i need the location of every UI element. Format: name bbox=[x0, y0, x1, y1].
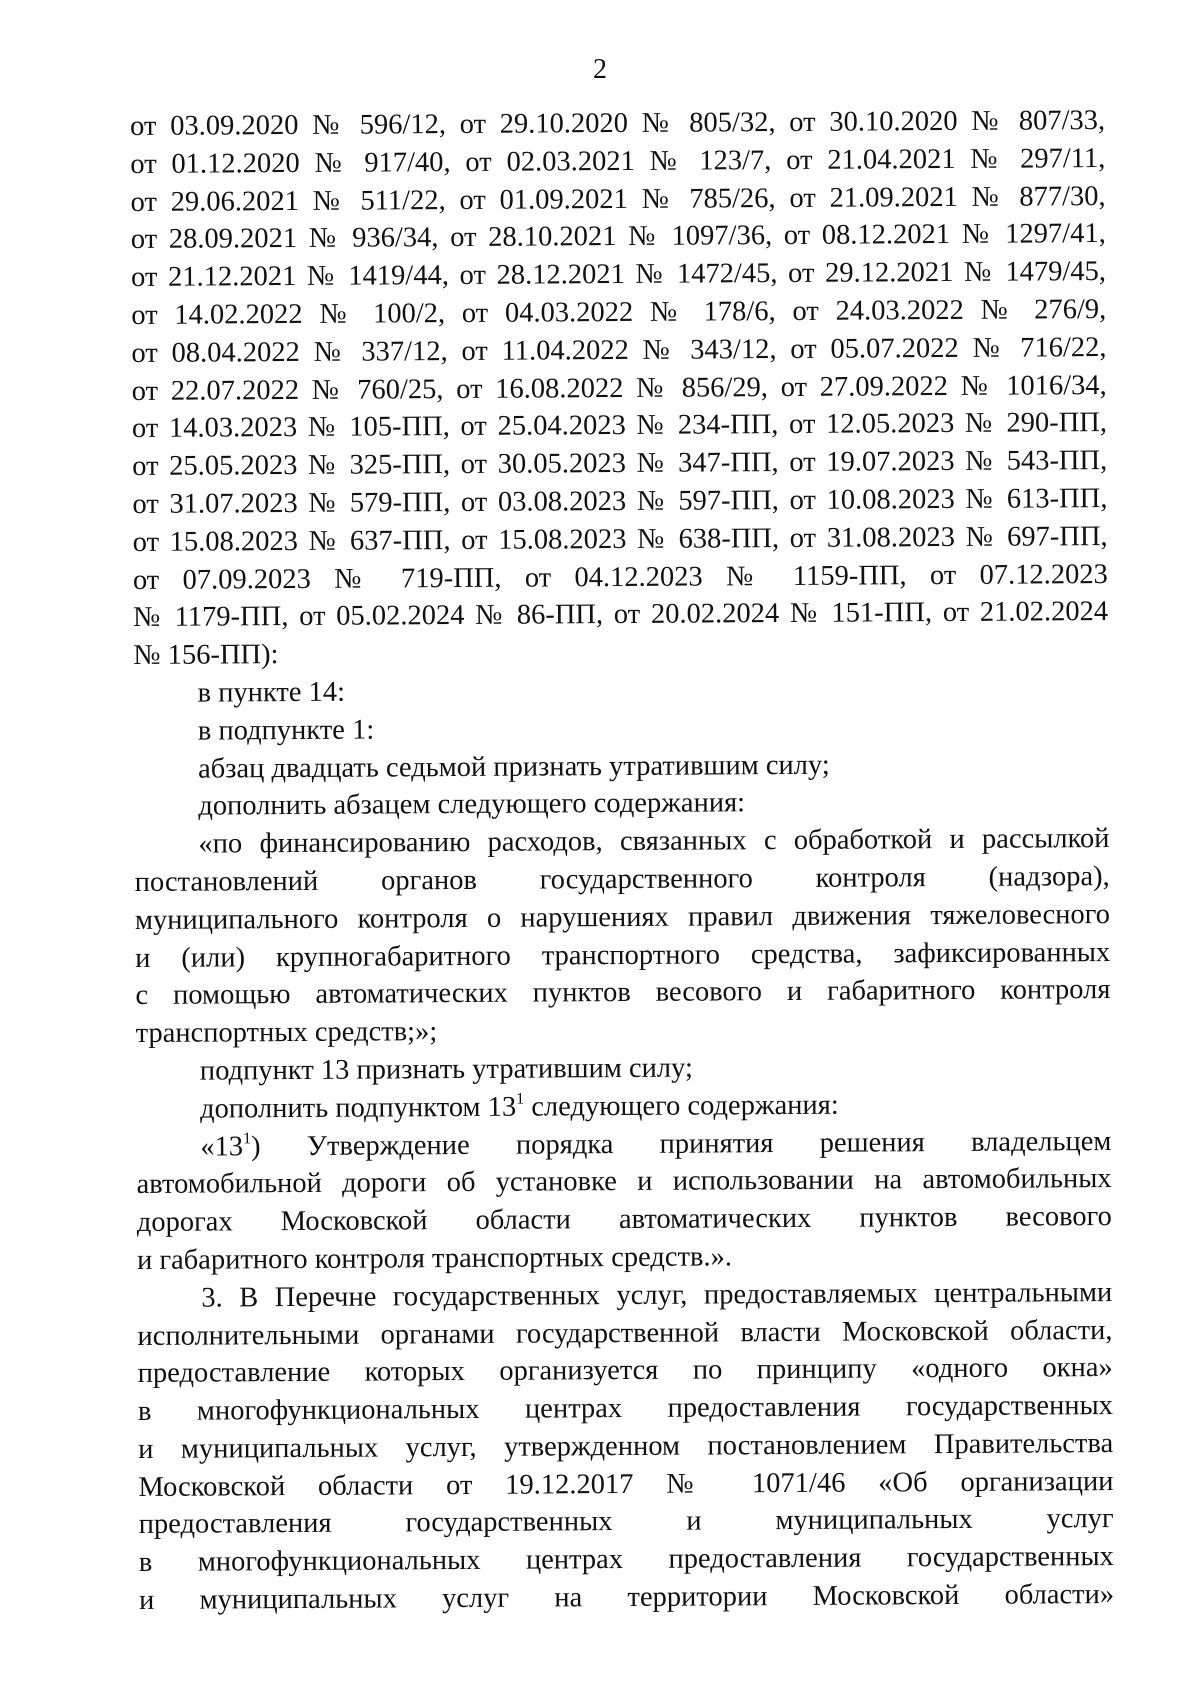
superscript: 1 bbox=[242, 1129, 252, 1147]
text-line: от 21.12.2021 № 1419/44, от 28.12.2021 № 1472/45, от 29.12.2021 № 1479/45, bbox=[130, 256, 1107, 294]
text-line: от 03.09.2020 № 596/12, от 29.10.2020 № 805/32, от 30.10.2020 № 807/33, bbox=[130, 105, 1106, 142]
text-line: абзац двадцать седьмой признать утратившим силу; bbox=[197, 749, 830, 785]
text-line: от 07.09.2023 № 719-ПП, от 04.12.2023 № 1159-ПП, от 07.12.2023 bbox=[132, 558, 1108, 596]
text-line: Московской области от 19.12.2017 № 1071/46 «Об организации bbox=[138, 1465, 1114, 1503]
text-line: от 14.03.2023 № 105-ПП, от 25.04.2023 № 234-ПП, от 12.05.2023 № 290-ПП, bbox=[131, 407, 1108, 445]
text-line: муниципального контроля о нарушениях правил движения тяжеловесного bbox=[134, 898, 1111, 936]
text-line: от 31.07.2023 № 579-ПП, от 03.08.2023 № 597-ПП, от 10.08.2023 № 613-ПП, bbox=[132, 483, 1108, 520]
text-line: от 22.07.2022 № 760/25, от 16.08.2022 № 856/29, от 27.09.2022 № 1016/34, bbox=[131, 369, 1107, 407]
text-line: дополнить абзацем следующего содержания: bbox=[198, 787, 746, 822]
text-fragment: ) bbox=[251, 1130, 261, 1162]
text-line: и муниципальных услуг, утвержденном постановлением Правительства bbox=[138, 1427, 1114, 1465]
text-line: № 156-ПП): bbox=[133, 639, 279, 672]
text-line: 3. В Перечне государственных услуг, предоставляемых центральными bbox=[201, 1276, 1113, 1314]
text-line: постановлений органов государственного контроля (надзора), bbox=[134, 860, 1110, 898]
text-line: и (или) крупногабаритного транспортного средства, зафиксированных bbox=[135, 936, 1111, 974]
text-line bbox=[136, 1085, 1111, 1129]
text-line: подпункт 13 признать утратившим силу; bbox=[199, 1052, 694, 1087]
text-line: от 29.06.2021 № 511/22, от 01.09.2021 № 785/26, от 21.09.2021 № 877/30, bbox=[130, 180, 1106, 218]
text-fragment: дополнить подпунктом 13 bbox=[200, 1091, 517, 1125]
text-line: транспортных средств;»; bbox=[135, 1016, 438, 1050]
text-line: от 08.04.2022 № 337/12, от 11.04.2022 № 343/12, от 05.07.2022 № 716/22, bbox=[131, 331, 1107, 369]
text-line: автомобильной дороги об установке и использовании на автомобильных bbox=[136, 1163, 1112, 1201]
text-line: предоставление которых организуется по принципу «одного окна» bbox=[137, 1352, 1113, 1390]
text-line: в подпункте 1: bbox=[197, 714, 375, 747]
text-line: от 14.02.2022 № 100/2, от 04.03.2022 № 178/6, от 24.03.2022 № 276/9, bbox=[131, 294, 1107, 331]
superscript: 1 bbox=[516, 1090, 525, 1108]
text-line: дорогах Московской области автоматических пунктов весового bbox=[136, 1201, 1112, 1239]
text-line: в многофункциональных центрах предоставления государственных bbox=[138, 1541, 1114, 1579]
text-line: от 25.05.2023 № 325-ПП, от 30.05.2023 № 347-ПП, от 19.07.2023 № 543-ПП, bbox=[132, 445, 1108, 483]
text-line: от 01.12.2020 № 917/40, от 02.03.2021 № 123/7, от 21.04.2021 № 297/11, bbox=[130, 142, 1106, 180]
document-body bbox=[130, 102, 1114, 1620]
text-line: и муниципальных услуг на территории Московской области» bbox=[139, 1579, 1115, 1617]
text-line: в многофункциональных центрах предоставления государственных bbox=[137, 1390, 1114, 1428]
text-line: исполнительными органами государственной власти Московской области, bbox=[137, 1314, 1113, 1352]
text-line: от 28.09.2021 № 936/34, от 28.10.2021 № 1097/36, от 08.12.2021 № 1297/41, bbox=[130, 218, 1106, 256]
text-fragment: «13 bbox=[200, 1130, 244, 1163]
text-fragment: следующего содержания: bbox=[531, 1089, 839, 1123]
text-line: и габаритного контроля транспортных средств.». bbox=[136, 1241, 733, 1276]
text-line bbox=[136, 1123, 1111, 1167]
page-number: 2 bbox=[593, 54, 607, 85]
text-line: с помощью автоматических пунктов весового и габаритного контроля bbox=[135, 974, 1111, 1012]
text-line: предоставления государственных и муниципальных услуг bbox=[138, 1503, 1114, 1541]
text-line: «по финансированию расходов, связанных с обработкой и рассылкой bbox=[198, 823, 1110, 860]
text-line: № 1179-ПП, от 05.02.2024 № 86-ПП, от 20.02.2024 № 151-ПП, от 21.02.2024 bbox=[133, 596, 1109, 634]
text-fragment: Утверждение порядка принятия решения владельцем bbox=[306, 1125, 1112, 1162]
text-line: от 15.08.2023 № 637-ПП, от 15.08.2023 № 638-ПП, от 31.08.2023 № 697-ПП, bbox=[132, 520, 1108, 558]
text-line: в пункте 14: bbox=[197, 676, 346, 709]
